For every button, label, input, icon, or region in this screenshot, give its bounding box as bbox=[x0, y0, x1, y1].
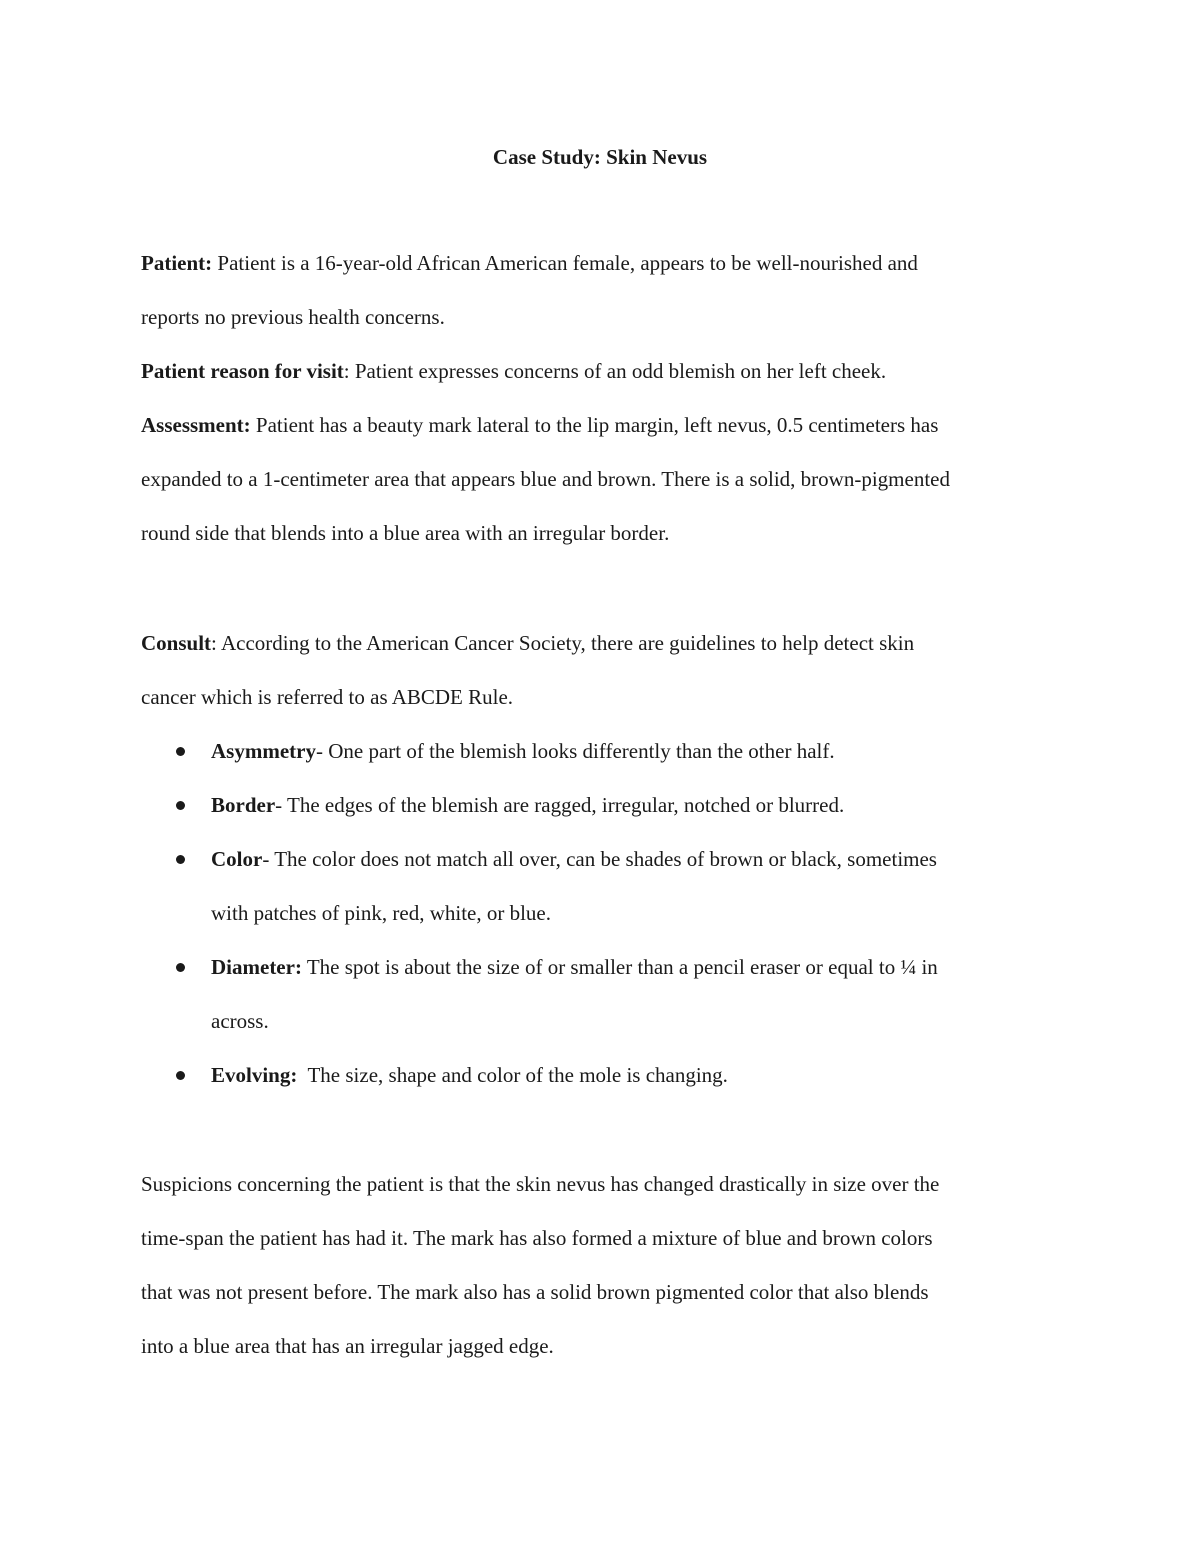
assessment-label: Assessment: bbox=[141, 413, 251, 437]
list-item-text: - One part of the blemish looks differently than the other half. bbox=[315, 739, 835, 763]
consult-text-1: : According to the American Cancer Society, there are guidelines to help detect skin bbox=[211, 631, 915, 655]
list-item-line bbox=[211, 832, 1061, 886]
list-item-line bbox=[211, 724, 1061, 778]
list-item-line bbox=[211, 778, 1061, 832]
bullet-icon bbox=[176, 1071, 185, 1080]
list-item-term: Diameter: bbox=[211, 955, 302, 979]
list-item-term: Asymmetry bbox=[211, 739, 316, 763]
suspicions-line-4: into a blue area that has an irregular jagged edge. bbox=[141, 1334, 554, 1358]
bullet-icon bbox=[176, 801, 185, 810]
list-item-evolving bbox=[141, 1048, 1061, 1102]
list-item-text: The spot is about the size of or smaller than a pencil eraser or equal to ¼ in bbox=[301, 955, 938, 979]
assessment-line-2: expanded to a 1-centimeter area that appears blue and brown. There is a solid, brown-pigmented bbox=[141, 467, 950, 491]
list-item-border bbox=[141, 778, 1061, 832]
list-item-line bbox=[211, 940, 1061, 994]
list-item-asymmetry bbox=[141, 724, 1061, 778]
consult-section bbox=[141, 616, 1061, 724]
list-item-term: Color bbox=[211, 847, 263, 871]
bullet-icon bbox=[176, 963, 185, 972]
patient-line-2: reports no previous health concerns. bbox=[141, 305, 445, 329]
list-item-continuation: across. bbox=[211, 1009, 269, 1033]
reason-label: Patient reason for visit bbox=[141, 359, 344, 383]
assessment-line-1 bbox=[141, 398, 1061, 452]
abcde-list bbox=[141, 724, 1061, 1102]
suspicions-line-1: Suspicions concerning the patient is that the skin nevus has changed drastically in size over the bbox=[141, 1172, 940, 1196]
list-item-continuation: with patches of pink, red, white, or blue. bbox=[211, 901, 551, 925]
reason-line bbox=[141, 344, 1061, 398]
suspicions-line-3: that was not present before. The mark also has a solid brown pigmented color that also blends bbox=[141, 1280, 929, 1304]
consult-label: Consult bbox=[141, 631, 212, 655]
list-item-term: Border bbox=[211, 793, 276, 817]
assessment-text-1: Patient has a beauty mark lateral to the lip margin, left nevus, 0.5 centimeters has bbox=[250, 413, 939, 437]
patient-section bbox=[141, 236, 1061, 560]
list-item-term: Evolving: bbox=[211, 1063, 298, 1087]
list-item-color bbox=[141, 832, 1061, 940]
list-item-line bbox=[211, 1048, 1061, 1102]
reason-text: : Patient expresses concerns of an odd blemish on her left cheek. bbox=[343, 359, 887, 383]
bullet-icon bbox=[176, 855, 185, 864]
bullet-icon bbox=[176, 747, 185, 756]
suspicions-line-2: time-span the patient has had it. The mark has also formed a mixture of blue and brown colors bbox=[141, 1226, 933, 1250]
list-item-text: - The edges of the blemish are ragged, irregular, notched or blurred. bbox=[275, 793, 845, 817]
patient-label: Patient: bbox=[141, 251, 213, 275]
assessment-line-3: round side that blends into a blue area with an irregular border. bbox=[141, 521, 670, 545]
list-item-diameter bbox=[141, 940, 1061, 1048]
consult-line-2: cancer which is referred to as ABCDE Rule. bbox=[141, 685, 514, 709]
list-item-text: The size, shape and color of the mole is changing. bbox=[297, 1063, 728, 1087]
patient-line-1 bbox=[141, 236, 1061, 290]
document-title: Case Study: Skin Nevus bbox=[492, 145, 708, 169]
patient-text-1: Patient is a 16-year-old African American female, appears to be well-nourished and bbox=[212, 251, 918, 275]
list-item-text: - The color does not match all over, can be shades of brown or black, sometimes bbox=[262, 847, 937, 871]
consult-line-1 bbox=[141, 616, 1061, 670]
suspicions-section bbox=[141, 1157, 1061, 1373]
